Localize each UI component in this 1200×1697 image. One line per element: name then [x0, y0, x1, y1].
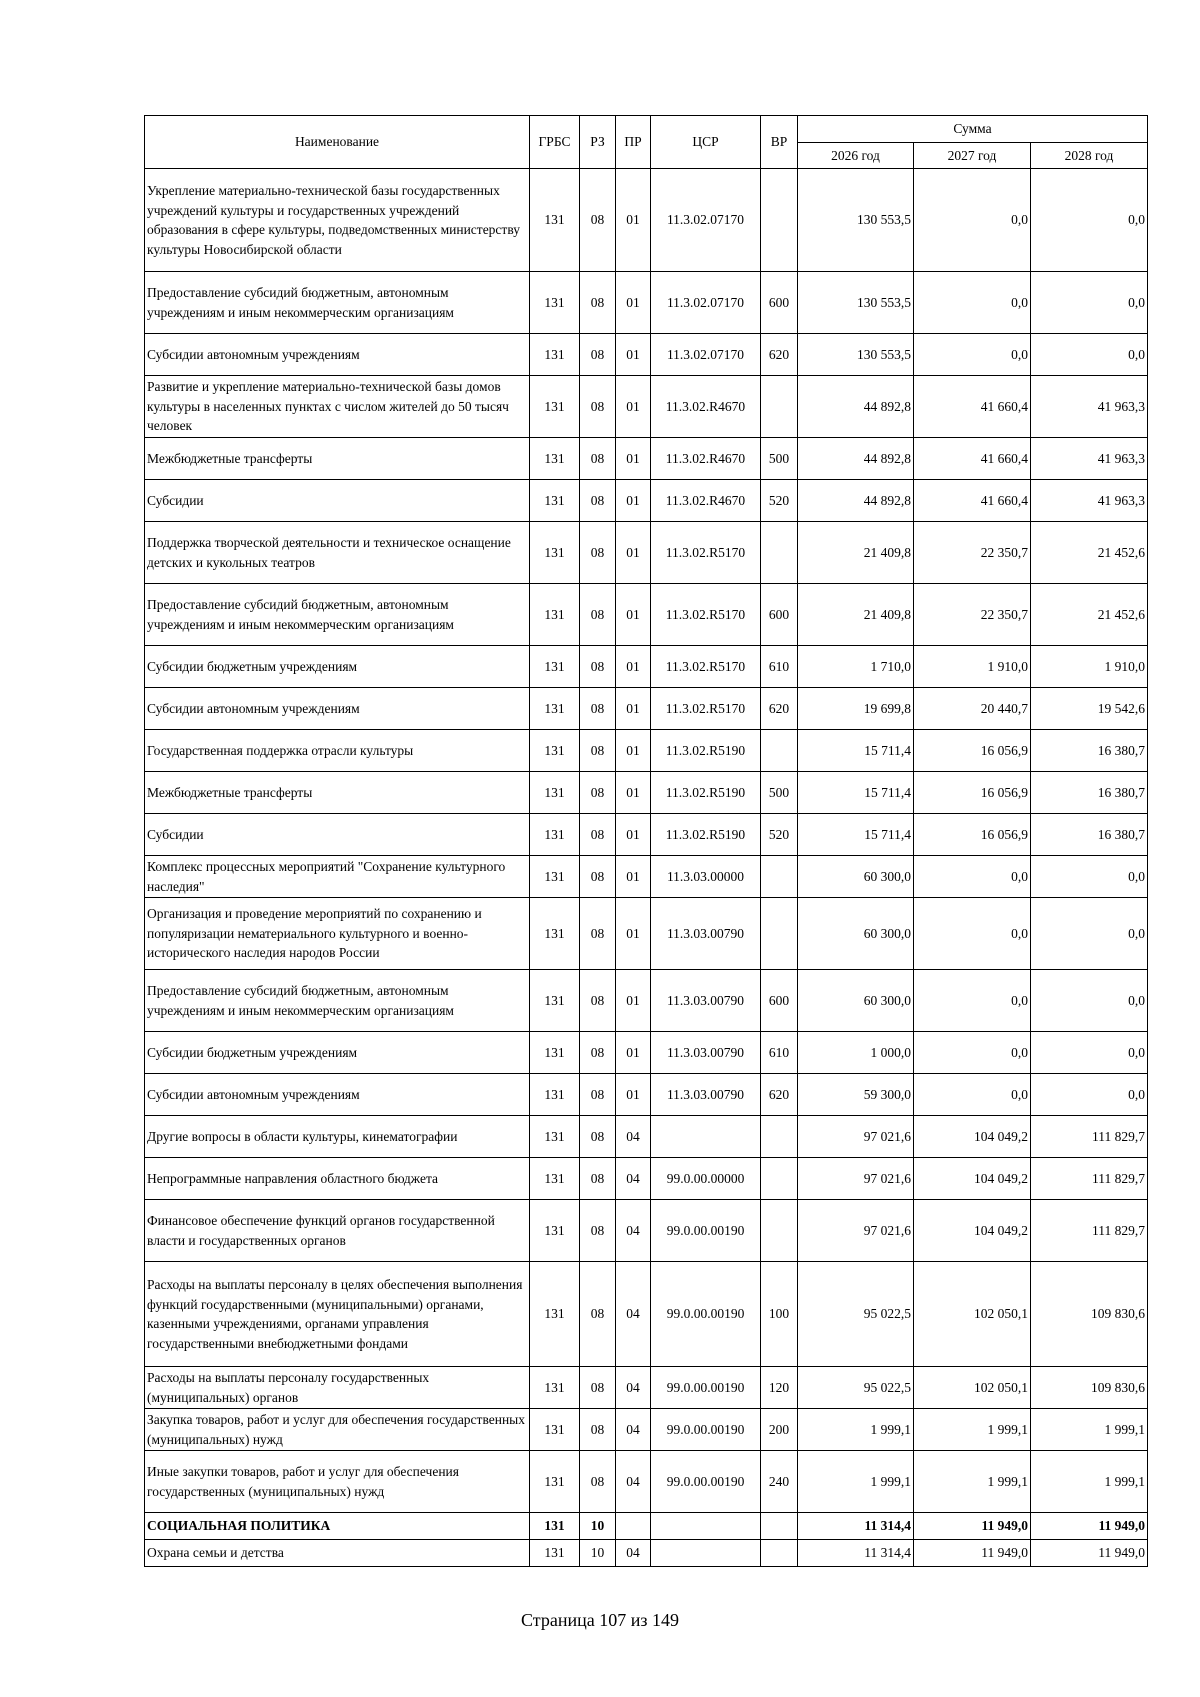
- row-2026: 60 300,0: [798, 970, 914, 1032]
- row-2028: 0,0: [1031, 334, 1148, 376]
- row-pr: 04: [616, 1116, 651, 1158]
- row-csr: 99.0.00.00190: [651, 1367, 761, 1409]
- row-rz: 08: [580, 480, 616, 522]
- row-2026: 44 892,8: [798, 438, 914, 480]
- row-grbs: 131: [530, 1513, 580, 1540]
- row-2028: 111 829,7: [1031, 1200, 1148, 1262]
- row-2028: 111 829,7: [1031, 1116, 1148, 1158]
- row-vr: 610: [761, 646, 798, 688]
- row-csr: [651, 1116, 761, 1158]
- row-vr: 100: [761, 1262, 798, 1367]
- table-row: [145, 1451, 1148, 1513]
- row-rz: 08: [580, 730, 616, 772]
- row-grbs: 131: [530, 1158, 580, 1200]
- row-2027: 102 050,1: [914, 1367, 1031, 1409]
- row-vr: [761, 169, 798, 272]
- header-sum: Сумма: [798, 116, 1148, 143]
- row-2028: 109 830,6: [1031, 1367, 1148, 1409]
- row-2027: 22 350,7: [914, 584, 1031, 646]
- table-row: [145, 522, 1148, 584]
- row-2026: 11 314,4: [798, 1540, 914, 1567]
- row-vr: 610: [761, 1032, 798, 1074]
- row-2027: 41 660,4: [914, 376, 1031, 438]
- row-2027: 11 949,0: [914, 1540, 1031, 1567]
- page-number: Страница 107 из 149: [521, 1610, 679, 1630]
- row-2026: 21 409,8: [798, 584, 914, 646]
- row-2026: 130 553,5: [798, 334, 914, 376]
- row-2026: 11 314,4: [798, 1513, 914, 1540]
- row-vr: [761, 856, 798, 898]
- row-csr: 11.3.02.R5170: [651, 646, 761, 688]
- header-year-2027: 2027 год: [914, 143, 1031, 169]
- row-csr: 99.0.00.00190: [651, 1451, 761, 1513]
- row-pr: 01: [616, 688, 651, 730]
- table-row: [145, 438, 1148, 480]
- row-csr: [651, 1513, 761, 1540]
- table-row: [145, 772, 1148, 814]
- table-row: [145, 1158, 1148, 1200]
- row-csr: 11.3.02.R5190: [651, 814, 761, 856]
- row-vr: 520: [761, 480, 798, 522]
- row-2028: 11 949,0: [1031, 1513, 1148, 1540]
- row-grbs: 131: [530, 480, 580, 522]
- row-2026: 15 711,4: [798, 730, 914, 772]
- row-vr: 620: [761, 1074, 798, 1116]
- row-2028: 0,0: [1031, 898, 1148, 970]
- table-row: [145, 1409, 1148, 1451]
- table-row: [145, 1074, 1148, 1116]
- row-2026: 97 021,6: [798, 1116, 914, 1158]
- row-vr: [761, 376, 798, 438]
- row-2028: 16 380,7: [1031, 772, 1148, 814]
- row-2027: 1 910,0: [914, 646, 1031, 688]
- table-row: [145, 584, 1148, 646]
- row-name: Предоставление субсидий бюджетным, автономным учреждениям и иным некоммерческим организациям: [145, 584, 530, 646]
- table-body: [145, 169, 1148, 1567]
- row-2027: 104 049,2: [914, 1200, 1031, 1262]
- row-rz: 08: [580, 376, 616, 438]
- row-name: Государственная поддержка отрасли культуры: [145, 730, 530, 772]
- row-csr: 11.3.02.R5190: [651, 772, 761, 814]
- row-grbs: 131: [530, 772, 580, 814]
- row-2026: 19 699,8: [798, 688, 914, 730]
- row-pr: 01: [616, 480, 651, 522]
- row-csr: 11.3.02.R5170: [651, 688, 761, 730]
- header-pr: ПР: [616, 116, 651, 169]
- row-2027: 104 049,2: [914, 1116, 1031, 1158]
- row-csr: 11.3.03.00790: [651, 898, 761, 970]
- row-vr: 200: [761, 1409, 798, 1451]
- row-2028: 0,0: [1031, 856, 1148, 898]
- row-rz: 08: [580, 1409, 616, 1451]
- row-pr: 01: [616, 898, 651, 970]
- row-2026: 60 300,0: [798, 856, 914, 898]
- row-csr: 11.3.02.07170: [651, 272, 761, 334]
- row-2027: 0,0: [914, 1074, 1031, 1116]
- row-pr: [616, 1513, 651, 1540]
- row-vr: 620: [761, 688, 798, 730]
- row-name: Организация и проведение мероприятий по сохранению и популяризации нематериального культурного и военно-исторического наследия народов России: [145, 898, 530, 970]
- row-vr: 600: [761, 970, 798, 1032]
- header-year-2028: 2028 год: [1031, 143, 1148, 169]
- row-pr: 04: [616, 1200, 651, 1262]
- row-grbs: 131: [530, 376, 580, 438]
- row-name: Предоставление субсидий бюджетным, автономным учреждениям и иным некоммерческим организациям: [145, 272, 530, 334]
- row-2028: 11 949,0: [1031, 1540, 1148, 1567]
- row-2028: 1 999,1: [1031, 1451, 1148, 1513]
- row-rz: 08: [580, 169, 616, 272]
- row-2027: 20 440,7: [914, 688, 1031, 730]
- table-row: [145, 688, 1148, 730]
- row-pr: 01: [616, 646, 651, 688]
- row-vr: [761, 1513, 798, 1540]
- row-pr: 01: [616, 334, 651, 376]
- row-vr: [761, 1540, 798, 1567]
- row-name: Субсидии бюджетным учреждениям: [145, 1032, 530, 1074]
- row-pr: 01: [616, 272, 651, 334]
- row-rz: 08: [580, 1200, 616, 1262]
- row-name: Поддержка творческой деятельности и техническое оснащение детских и кукольных театров: [145, 522, 530, 584]
- row-rz: 08: [580, 814, 616, 856]
- row-csr: 11.3.02.07170: [651, 169, 761, 272]
- row-grbs: 131: [530, 272, 580, 334]
- row-csr: 11.3.02.R4670: [651, 480, 761, 522]
- row-name: Субсидии автономным учреждениям: [145, 688, 530, 730]
- row-2028: 16 380,7: [1031, 730, 1148, 772]
- row-csr: 11.3.02.07170: [651, 334, 761, 376]
- row-csr: 11.3.02.R5170: [651, 522, 761, 584]
- table-row: [145, 1540, 1148, 1567]
- row-grbs: 131: [530, 1074, 580, 1116]
- row-pr: 04: [616, 1367, 651, 1409]
- row-grbs: 131: [530, 522, 580, 584]
- row-pr: 01: [616, 169, 651, 272]
- budget-table: [144, 115, 1148, 1567]
- row-2028: 0,0: [1031, 1032, 1148, 1074]
- table-row: [145, 1116, 1148, 1158]
- table-row: [145, 1262, 1148, 1367]
- row-name: Укрепление материально-технической базы государственных учреждений культуры и государственных учреждений образования в сфере культуры, подведомственных министерству культуры Новосибирской области: [145, 169, 530, 272]
- row-grbs: 131: [530, 1116, 580, 1158]
- row-2028: 0,0: [1031, 970, 1148, 1032]
- row-rz: 08: [580, 334, 616, 376]
- row-rz: 08: [580, 1158, 616, 1200]
- table-row: [145, 970, 1148, 1032]
- row-rz: 08: [580, 688, 616, 730]
- row-2027: 16 056,9: [914, 814, 1031, 856]
- row-2027: 0,0: [914, 898, 1031, 970]
- row-2028: 41 963,3: [1031, 438, 1148, 480]
- row-name: Субсидии: [145, 480, 530, 522]
- row-2027: 104 049,2: [914, 1158, 1031, 1200]
- row-pr: 01: [616, 1074, 651, 1116]
- row-name: Финансовое обеспечение функций органов государственной власти и государственных органов: [145, 1200, 530, 1262]
- table-row: [145, 169, 1148, 272]
- row-2027: 0,0: [914, 970, 1031, 1032]
- header-rz: РЗ: [580, 116, 616, 169]
- row-pr: 04: [616, 1409, 651, 1451]
- table-header: [145, 116, 1148, 169]
- header-year-2026: 2026 год: [798, 143, 914, 169]
- row-2028: 41 963,3: [1031, 376, 1148, 438]
- row-2028: 21 452,6: [1031, 584, 1148, 646]
- table-row: [145, 730, 1148, 772]
- row-rz: 08: [580, 1074, 616, 1116]
- row-2026: 44 892,8: [798, 480, 914, 522]
- row-name: СОЦИАЛЬНАЯ ПОЛИТИКА: [145, 1513, 530, 1540]
- row-pr: 04: [616, 1540, 651, 1567]
- row-2026: 95 022,5: [798, 1367, 914, 1409]
- row-rz: 08: [580, 1367, 616, 1409]
- row-csr: 99.0.00.00190: [651, 1262, 761, 1367]
- row-2028: 0,0: [1031, 1074, 1148, 1116]
- table-row: [145, 334, 1148, 376]
- row-2027: 1 999,1: [914, 1451, 1031, 1513]
- row-csr: 11.3.02.R4670: [651, 376, 761, 438]
- row-pr: 01: [616, 814, 651, 856]
- row-vr: 500: [761, 772, 798, 814]
- row-csr: 99.0.00.00190: [651, 1200, 761, 1262]
- row-2026: 130 553,5: [798, 272, 914, 334]
- row-rz: 08: [580, 1032, 616, 1074]
- row-grbs: 131: [530, 730, 580, 772]
- row-name: Охрана семьи и детства: [145, 1540, 530, 1567]
- row-rz: 08: [580, 584, 616, 646]
- row-2026: 21 409,8: [798, 522, 914, 584]
- row-2027: 0,0: [914, 1032, 1031, 1074]
- row-pr: 04: [616, 1262, 651, 1367]
- row-name: Иные закупки товаров, работ и услуг для обеспечения государственных (муниципальных) нужд: [145, 1451, 530, 1513]
- row-2028: 1 999,1: [1031, 1409, 1148, 1451]
- row-2026: 130 553,5: [798, 169, 914, 272]
- row-2028: 0,0: [1031, 272, 1148, 334]
- row-name: Закупка товаров, работ и услуг для обеспечения государственных (муниципальных) нужд: [145, 1409, 530, 1451]
- row-grbs: 131: [530, 970, 580, 1032]
- row-2028: 109 830,6: [1031, 1262, 1148, 1367]
- row-csr: 11.3.02.R5170: [651, 584, 761, 646]
- table-row: [145, 1367, 1148, 1409]
- row-grbs: 131: [530, 646, 580, 688]
- row-pr: 01: [616, 772, 651, 814]
- row-rz: 08: [580, 1262, 616, 1367]
- row-2027: 16 056,9: [914, 730, 1031, 772]
- row-2026: 95 022,5: [798, 1262, 914, 1367]
- row-csr: [651, 1540, 761, 1567]
- row-rz: 08: [580, 970, 616, 1032]
- row-rz: 08: [580, 1451, 616, 1513]
- row-2027: 22 350,7: [914, 522, 1031, 584]
- row-name: Развитие и укрепление материально-технической базы домов культуры в населенных пунктах с числом жителей до 50 тысяч человек: [145, 376, 530, 438]
- row-vr: 120: [761, 1367, 798, 1409]
- row-vr: 600: [761, 272, 798, 334]
- row-csr: 11.3.03.00790: [651, 1074, 761, 1116]
- row-2027: 0,0: [914, 856, 1031, 898]
- header-grbs: ГРБС: [530, 116, 580, 169]
- row-2026: 59 300,0: [798, 1074, 914, 1116]
- row-grbs: 131: [530, 1409, 580, 1451]
- row-grbs: 131: [530, 814, 580, 856]
- row-2026: 1 999,1: [798, 1409, 914, 1451]
- header-csr: ЦСР: [651, 116, 761, 169]
- row-name: Субсидии автономным учреждениям: [145, 1074, 530, 1116]
- row-rz: 10: [580, 1513, 616, 1540]
- row-vr: [761, 730, 798, 772]
- row-name: Комплекс процессных мероприятий "Сохранение культурного наследия": [145, 856, 530, 898]
- table-row: [145, 814, 1148, 856]
- row-csr: 11.3.03.00790: [651, 1032, 761, 1074]
- row-2027: 41 660,4: [914, 438, 1031, 480]
- row-grbs: 131: [530, 1451, 580, 1513]
- row-2028: 0,0: [1031, 169, 1148, 272]
- table-row: [145, 376, 1148, 438]
- row-pr: 01: [616, 970, 651, 1032]
- row-name: Непрограммные направления областного бюджета: [145, 1158, 530, 1200]
- row-2027: 11 949,0: [914, 1513, 1031, 1540]
- row-pr: 01: [616, 1032, 651, 1074]
- row-vr: 520: [761, 814, 798, 856]
- row-rz: 08: [580, 898, 616, 970]
- row-pr: 01: [616, 730, 651, 772]
- table-row: [145, 646, 1148, 688]
- row-2028: 41 963,3: [1031, 480, 1148, 522]
- table-row: [145, 1200, 1148, 1262]
- row-2027: 0,0: [914, 272, 1031, 334]
- row-2027: 0,0: [914, 334, 1031, 376]
- row-2026: 1 000,0: [798, 1032, 914, 1074]
- row-name: Межбюджетные трансферты: [145, 772, 530, 814]
- row-pr: 01: [616, 856, 651, 898]
- row-2027: 0,0: [914, 169, 1031, 272]
- row-csr: 11.3.02.R5190: [651, 730, 761, 772]
- header-name: Наименование: [145, 116, 530, 169]
- row-csr: 99.0.00.00000: [651, 1158, 761, 1200]
- row-2028: 16 380,7: [1031, 814, 1148, 856]
- row-name: Субсидии: [145, 814, 530, 856]
- header-vr: ВР: [761, 116, 798, 169]
- table-row: [145, 1032, 1148, 1074]
- row-grbs: 131: [530, 1032, 580, 1074]
- row-2026: 15 711,4: [798, 814, 914, 856]
- row-vr: [761, 1158, 798, 1200]
- row-2026: 1 999,1: [798, 1451, 914, 1513]
- table-row: [145, 1513, 1148, 1540]
- row-grbs: 131: [530, 334, 580, 376]
- row-vr: [761, 522, 798, 584]
- table-row: [145, 856, 1148, 898]
- row-csr: 11.3.03.00790: [651, 970, 761, 1032]
- row-2027: 102 050,1: [914, 1262, 1031, 1367]
- table-row: [145, 272, 1148, 334]
- row-pr: 01: [616, 438, 651, 480]
- row-2028: 111 829,7: [1031, 1158, 1148, 1200]
- row-grbs: 131: [530, 688, 580, 730]
- row-2026: 44 892,8: [798, 376, 914, 438]
- row-name: Предоставление субсидий бюджетным, автономным учреждениям и иным некоммерческим организациям: [145, 970, 530, 1032]
- row-vr: [761, 1116, 798, 1158]
- row-grbs: 131: [530, 1540, 580, 1567]
- row-pr: 04: [616, 1451, 651, 1513]
- row-grbs: 131: [530, 169, 580, 272]
- row-vr: 240: [761, 1451, 798, 1513]
- row-csr: 11.3.03.00000: [651, 856, 761, 898]
- row-2027: 41 660,4: [914, 480, 1031, 522]
- row-2027: 1 999,1: [914, 1409, 1031, 1451]
- row-name: Другие вопросы в области культуры, кинематографии: [145, 1116, 530, 1158]
- row-name: Расходы на выплаты персоналу государственных (муниципальных) органов: [145, 1367, 530, 1409]
- row-csr: 11.3.02.R4670: [651, 438, 761, 480]
- row-2028: 1 910,0: [1031, 646, 1148, 688]
- row-grbs: 131: [530, 1262, 580, 1367]
- row-name: Расходы на выплаты персоналу в целях обеспечения выполнения функций государственными (муниципальными) органами, казенными учреждениями, органами управления государственными внебюджетными фондами: [145, 1262, 530, 1367]
- row-vr: 620: [761, 334, 798, 376]
- row-rz: 08: [580, 856, 616, 898]
- row-pr: 01: [616, 376, 651, 438]
- row-rz: 10: [580, 1540, 616, 1567]
- row-csr: 99.0.00.00190: [651, 1409, 761, 1451]
- row-name: Межбюджетные трансферты: [145, 438, 530, 480]
- row-grbs: 131: [530, 898, 580, 970]
- row-name: Субсидии автономным учреждениям: [145, 334, 530, 376]
- table-row: [145, 480, 1148, 522]
- row-vr: [761, 1200, 798, 1262]
- row-vr: 600: [761, 584, 798, 646]
- row-vr: [761, 898, 798, 970]
- row-rz: 08: [580, 438, 616, 480]
- row-grbs: 131: [530, 1367, 580, 1409]
- row-rz: 08: [580, 646, 616, 688]
- row-2028: 19 542,6: [1031, 688, 1148, 730]
- row-2026: 15 711,4: [798, 772, 914, 814]
- row-vr: 500: [761, 438, 798, 480]
- row-rz: 08: [580, 1116, 616, 1158]
- row-rz: 08: [580, 272, 616, 334]
- row-name: Субсидии бюджетным учреждениям: [145, 646, 530, 688]
- row-2027: 16 056,9: [914, 772, 1031, 814]
- row-2028: 21 452,6: [1031, 522, 1148, 584]
- row-rz: 08: [580, 772, 616, 814]
- row-rz: 08: [580, 522, 616, 584]
- row-pr: 04: [616, 1158, 651, 1200]
- row-2026: 97 021,6: [798, 1200, 914, 1262]
- row-grbs: 131: [530, 438, 580, 480]
- row-2026: 97 021,6: [798, 1158, 914, 1200]
- row-2026: 1 710,0: [798, 646, 914, 688]
- row-pr: 01: [616, 522, 651, 584]
- row-grbs: 131: [530, 584, 580, 646]
- row-grbs: 131: [530, 1200, 580, 1262]
- row-pr: 01: [616, 584, 651, 646]
- row-2026: 60 300,0: [798, 898, 914, 970]
- row-grbs: 131: [530, 856, 580, 898]
- table-row: [145, 898, 1148, 970]
